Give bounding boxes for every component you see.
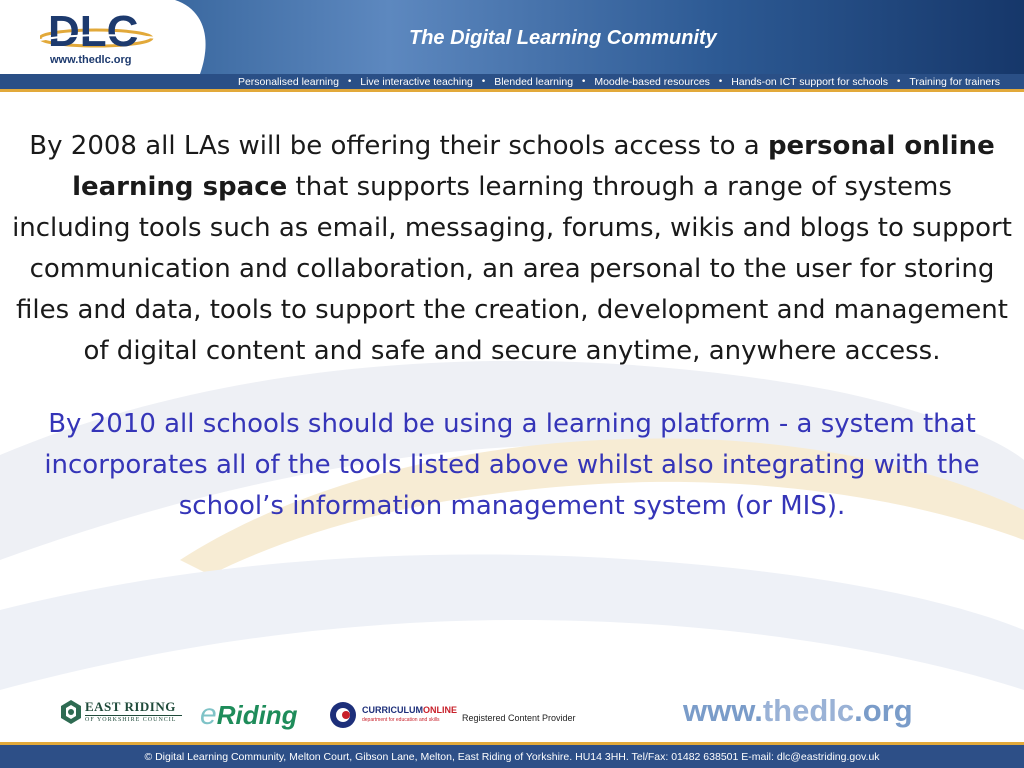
site-url-tld: .org <box>854 693 913 728</box>
nav-item-moodle-resources[interactable]: Moodle-based resources <box>594 75 710 88</box>
eriding-logo[interactable] <box>200 698 298 732</box>
site-url-link[interactable] <box>683 693 913 729</box>
nav-bar <box>0 74 1024 92</box>
east-riding-sub: OF YORKSHIRE COUNCIL <box>85 717 177 723</box>
dlc-logo-text: DLC <box>48 8 139 56</box>
east-riding-rule <box>85 715 182 716</box>
dlc-logo[interactable] <box>0 0 210 74</box>
header-banner <box>0 0 1024 74</box>
site-url-domain: thedlc <box>762 693 855 728</box>
p1-text-end: that supports learning through a range of systems including tools such as email, messaging, forums, wikis and blogs to support communication and collaboration, an area personal to the user for storing files and data, tools to support the creation, development and management of digital content and safe and secure anytime, anywhere access. <box>12 172 1012 366</box>
site-url-www: www. <box>683 693 763 728</box>
nav-separator: • <box>717 76 724 87</box>
eriding-e: e <box>200 698 217 731</box>
eriding-text: Riding <box>216 700 298 730</box>
paragraph-2010: By 2010 all schools should be using a learning platform - a system that incorporates all of the tools listed above whilst also integrating with the school’s information management system (or MIS). <box>44 409 980 521</box>
east-riding-name: EAST RIDING <box>85 699 176 714</box>
nav-separator: • <box>480 76 487 87</box>
nav-separator: • <box>581 76 587 87</box>
nav-item-ict-support[interactable]: Hands-on ICT support for schools <box>731 75 889 88</box>
nav-item-blended-learning[interactable]: Blended learning <box>494 75 574 88</box>
dlc-logo-mark <box>40 8 158 56</box>
partner-logos <box>0 693 1024 736</box>
logo-url[interactable]: www.thedlc.org <box>50 54 132 66</box>
nav-item-personalised-learning[interactable]: Personalised learning <box>237 75 339 88</box>
curriculum-online-icon <box>328 700 358 730</box>
footer-bar <box>0 742 1024 768</box>
nav-separator: • <box>896 76 902 87</box>
p1-text-start: By 2008 all LAs will be offering their schools access to a <box>29 131 768 161</box>
main-content <box>10 126 1014 527</box>
nav-item-training-for-trainers[interactable]: Training for trainers <box>909 75 1000 88</box>
co-name-b: ONLINE <box>423 705 458 715</box>
p1-bold-phrase: personal online learning space <box>72 131 995 202</box>
site-tagline: The Digital Learning Community <box>409 27 717 49</box>
footer-contact-text: © Digital Learning Community, Melton Court, Gibson Lane, Melton, East Riding of Yorkshire. HU14 3HH. Tel/Fax: 01482 638501 E-mail: dlc@eastriding.gov.uk <box>144 750 880 763</box>
paragraph-2008 <box>10 126 1014 372</box>
nav-separator: • <box>346 76 353 87</box>
curriculum-online-sub: department for education and skills <box>362 717 440 723</box>
co-name-a: CURRICULUM <box>362 705 423 715</box>
curriculum-online-name <box>362 705 457 715</box>
registered-content-provider: Registered Content Provider <box>462 713 576 723</box>
nav-item-live-interactive-teaching[interactable]: Live interactive teaching <box>360 75 473 88</box>
east-riding-crest-icon <box>60 699 82 725</box>
